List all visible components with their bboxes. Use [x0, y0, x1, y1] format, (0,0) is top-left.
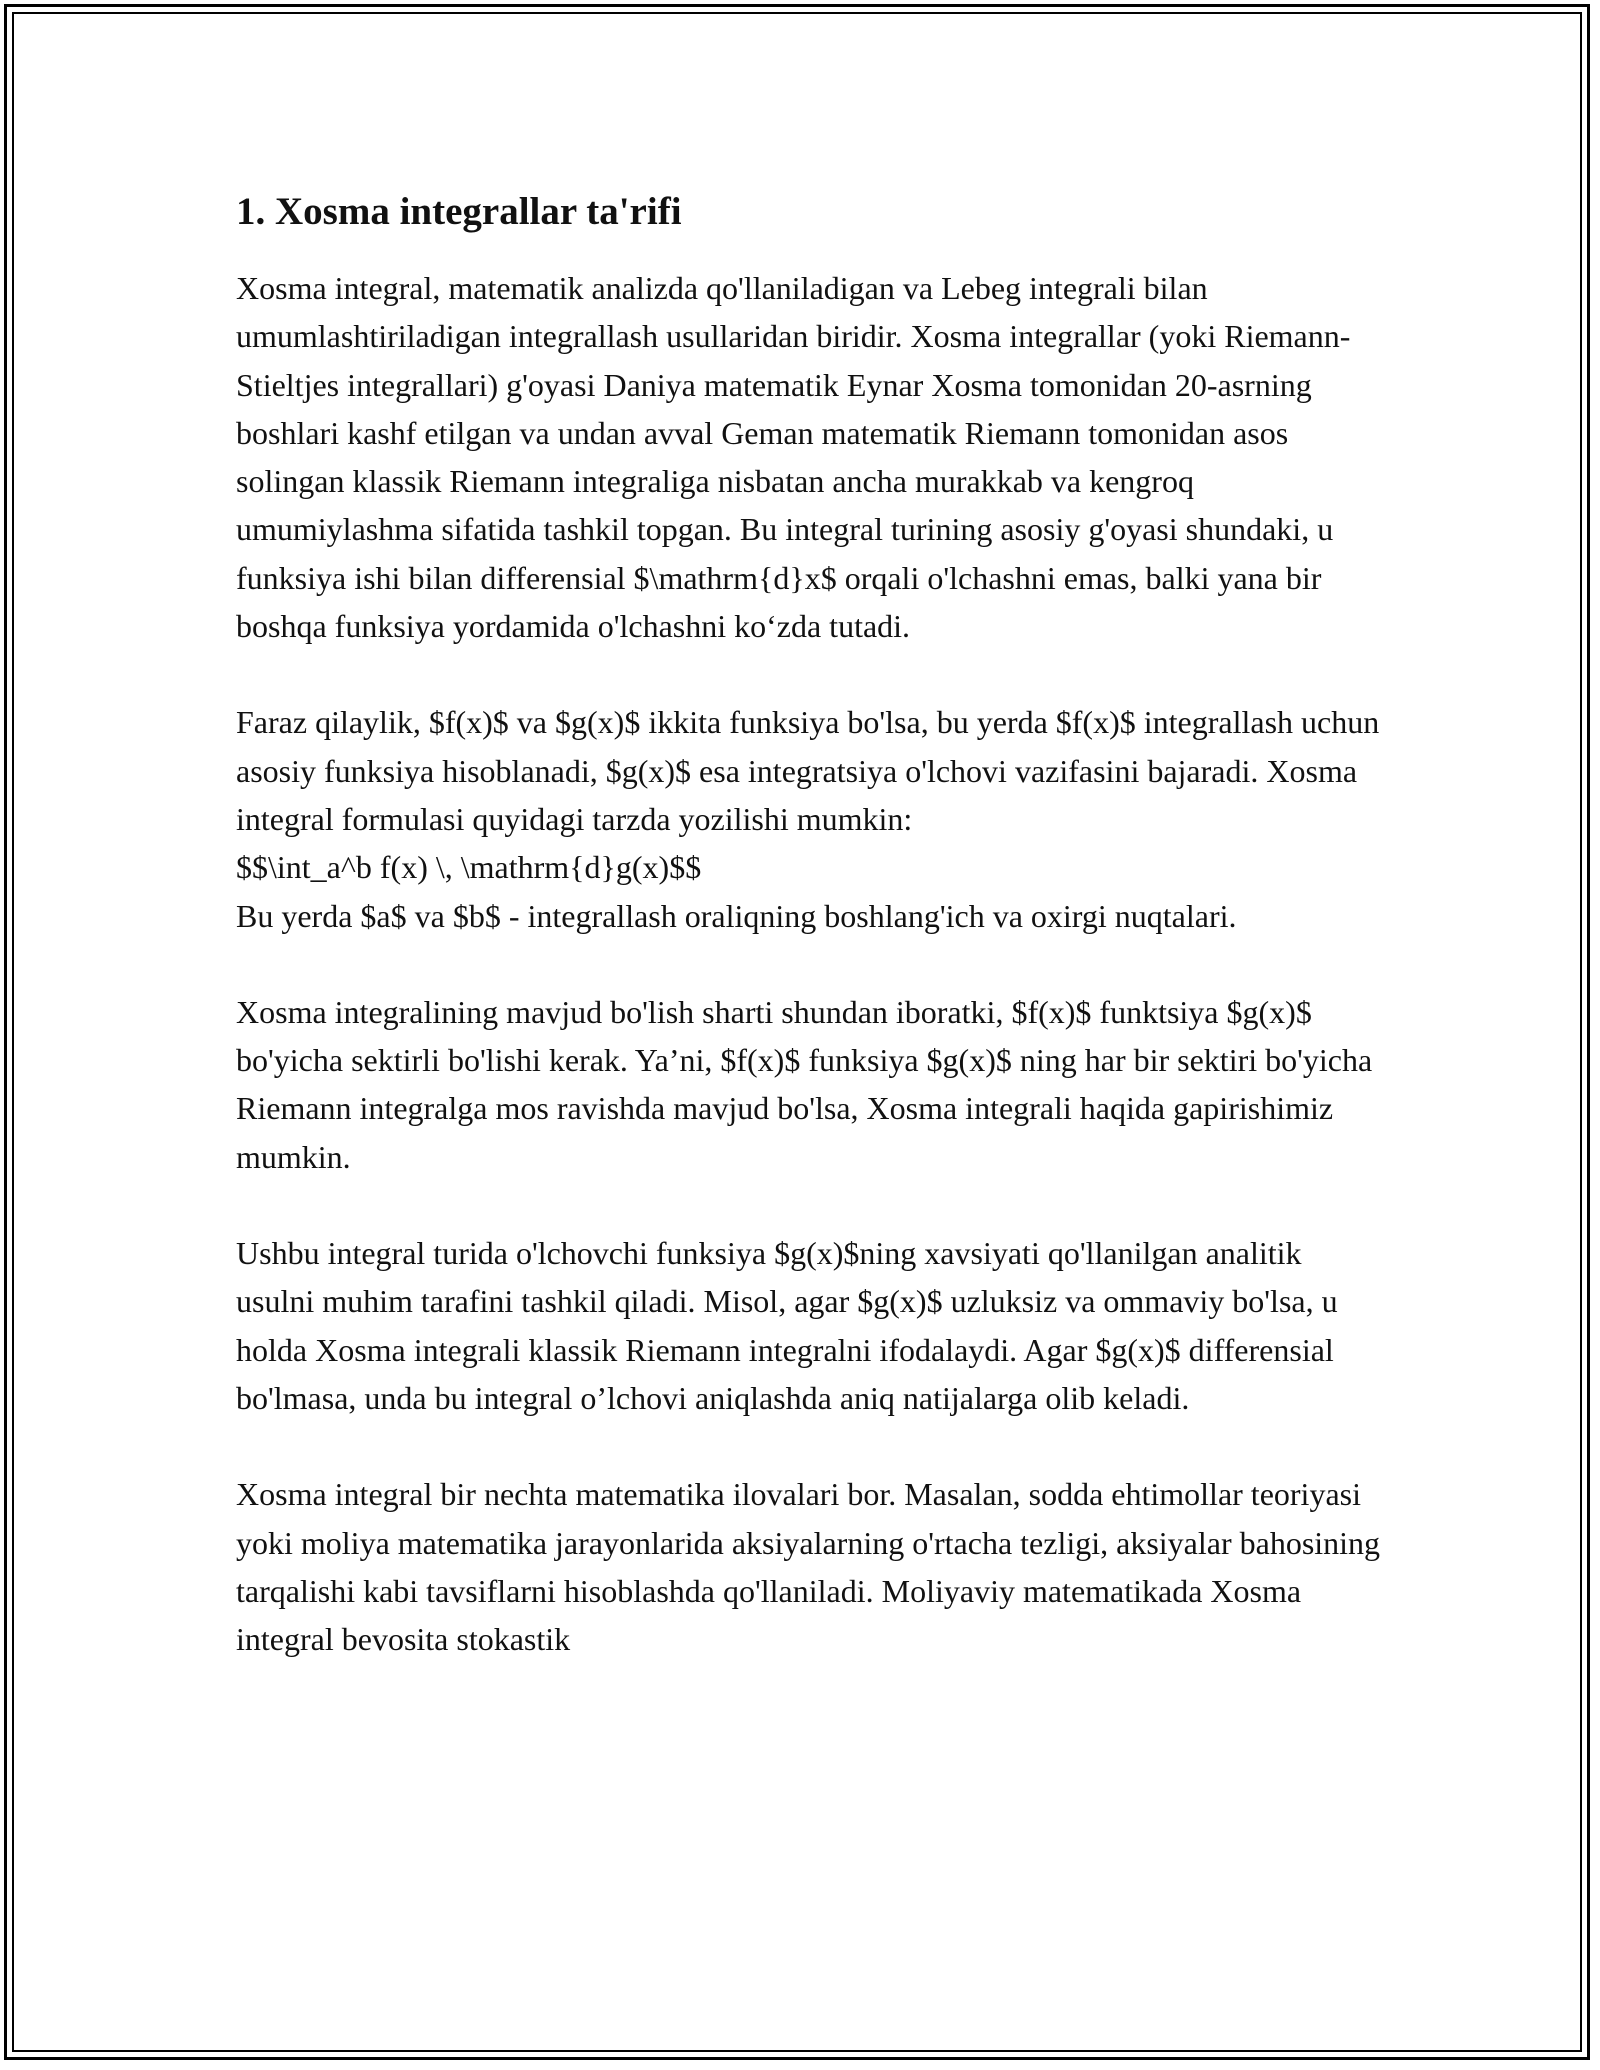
- paragraph-measure-properties: Ushbu integral turida o'lchovchi funksiya $g(x)$ning xavsiyati qo'llanilgan analitik usulni muhim tarafini tashkil qiladi. Misol, agar $g(x)$ uzluksiz va ommaviy bo'lsa, u holda Xosma integrali klassik Riemann integralni ifodalaydi. Agar $g(x)$ differensial bo'lmasa, unda bu integral o’lchovi aniqlashda aniq natijalarga olib keladi.: [236, 1235, 1338, 1416]
- paragraph-formula: Faraz qilaylik, $f(x)$ va $g(x)$ ikkita funksiya bo'lsa, bu yerda $f(x)$ integrallash uchun asosiy funksiya hisoblanadi, $g(x)$ esa integratsiya o'lchovi vazifasini bajaradi. Xosma integral formulasi quyidagi tarzda yozilishi mumkin: $$\int_a^b f(x) \, \mathrm{d}g(x)$$ Bu yerda $a$ va $b$ - integrallash oraliqning boshlang'ich va oxirgi nuqtalari.: [236, 704, 1380, 934]
- document-body: [236, 186, 1386, 1663]
- paragraph-applications: Xosma integral bir nechta matematika ilovalari bor. Masalan, sodda ehtimollar teoriyasi yoki moliya matematika jarayonlarida aksiyalarning o'rtacha tezligi, aksiyalar bahosining tarqalishi kabi tavsiflarni hisoblashda qo'llaniladi. Moliyaviy matematikada Xosma integral bevosita stokastik: [236, 1476, 1381, 1658]
- section-heading: 1. Xosma integrallar ta'rifi: [236, 190, 682, 233]
- paragraph-existence-condition: Xosma integralining mavjud bo'lish sharti shundan iboratki, $f(x)$ funktsiya $g(x)$ bo'yicha sektirli bo'lishi kerak. Ya’ni, $f(x)$ funksiya $g(x)$ ning har bir sektiri bo'yicha Riemann integralga mos ravishda mavjud bo'lsa, Xosma integrali haqida gapirishimiz mumkin.: [236, 993, 1373, 1175]
- paragraph-definition: Xosma integral, matematik analizda qo'llaniladigan va Lebeg integrali bilan umumlashtiriladigan integrallash usullaridan biridir. Xosma integrallar (yoki Riemann-Stieltjes integrallari) g'oyasi Daniya matematik Eynar Xosma tomonidan 20-asrning boshlari kashf etilgan va undan avval Geman matematik Riemann tomonidan asos solingan klassik Riemann integraliga nisbatan ancha murakkab va kengroq umumiylashma sifatida tashkil topgan. Bu integral turining asosiy g'oyasi shundaki, u funksiya ishi bilan differensial $\mathrm{d}x$ orqali o'lchashni emas, balki yana bir boshqa funksiya yordamida o'lchashni ko‘zda tutadi.: [236, 270, 1351, 645]
